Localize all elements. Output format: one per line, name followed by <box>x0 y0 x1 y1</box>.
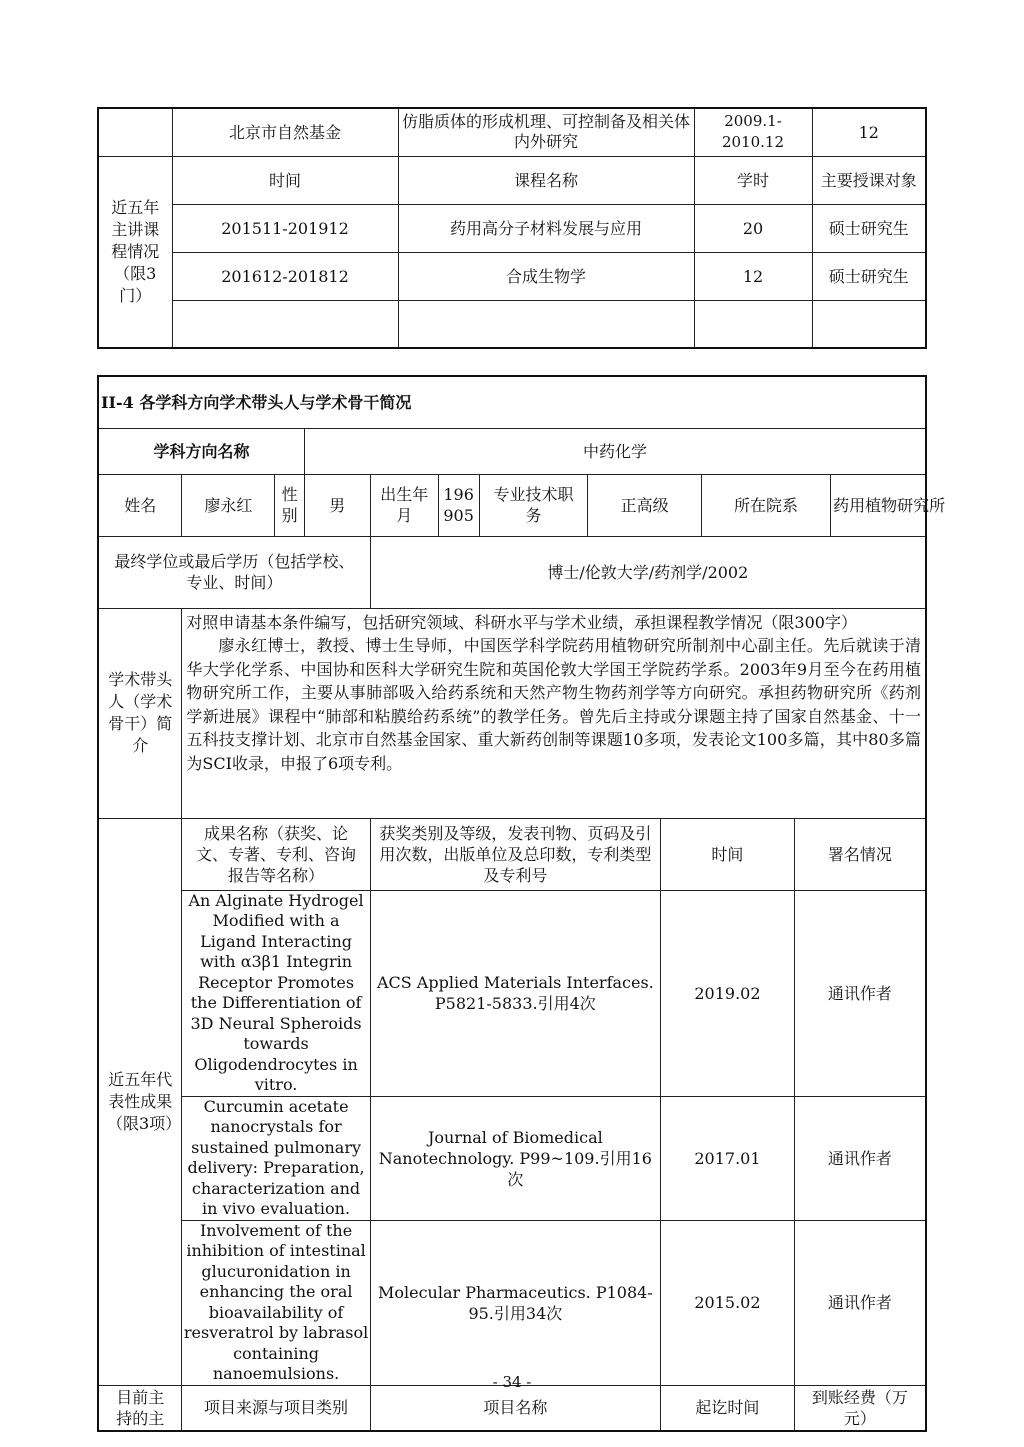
projects-header-period: 起讫时间 <box>661 1385 795 1431</box>
course-time: 201612-201812 <box>172 252 398 300</box>
course-header-audience: 主要授课对象 <box>812 156 926 204</box>
achievement-time: 2017.01 <box>661 1096 795 1220</box>
achievement-role: 通讯作者 <box>794 1096 926 1220</box>
achievement-title: Involvement of the inhibition of intestinal glucuronidation in enhancing the oral bioavailability of resveratrol by labrasol containing nanoemulsions. <box>183 1220 369 1383</box>
person-name: 廖永红 <box>182 474 275 536</box>
course-header-row <box>98 156 926 204</box>
intro-label: 学术带头人（学术骨干）简介 <box>98 608 182 818</box>
achievement-journal: Journal of Biomedical Nanotechnology. P99~109.引用16次 <box>370 1096 660 1220</box>
achievement-journal: ACS Applied Materials Interfaces. P5821-5833.引用4次 <box>370 890 660 1096</box>
page-number: - 34 - <box>492 1373 532 1391</box>
achievement-journal: Molecular Pharmaceutics. P1084-95.引用34次 <box>370 1220 660 1385</box>
achievement-header-row <box>98 818 926 890</box>
discipline-row <box>98 428 926 474</box>
projects-header-row <box>98 1385 926 1431</box>
projects-header-funding: 到账经费（万元） <box>794 1385 926 1431</box>
intro-text: 廖永红博士，教授、博士生导师，中国医学科学院药用植物研究所制剂中心副主任。先后就读于清华大学化学系、中国协和医科大学研究生院和英国伦敦大学国王学院药学系。2003年9月至今在药用植物研究所工作，主要从事肺部吸入给药系统和天然产物生物药剂学等方向研究。承担药物研究所《药剂学新进展》课程中“肺部和粘膜给药系统”的教学任务。曾先后主持或分课题主持了国家自然基金、十一五科技支撑计划、北京市自然基金国家、重大新药创制等课题10多项，发表论文100多篇，其中80多篇为SCI收录，申报了6项专利。 <box>186 636 921 773</box>
achievement-row <box>98 1096 926 1220</box>
person-dept: 药用植物研究所 <box>831 474 926 536</box>
fund-row <box>98 108 926 156</box>
course-hours: 12 <box>694 252 812 300</box>
achievement-header-time: 时间 <box>661 818 795 890</box>
achievement-row <box>98 1220 926 1385</box>
fund-amount: 12 <box>812 108 926 156</box>
achievement-row <box>98 890 926 1096</box>
course-name: 药用高分子材料发展与应用 <box>398 204 694 252</box>
fund-row-blank <box>98 108 172 156</box>
gender-label: 性别 <box>275 474 304 536</box>
person-row <box>98 474 926 536</box>
birth-label: 出生年月 <box>370 474 438 536</box>
achievement-time: 2015.02 <box>661 1220 795 1385</box>
intro-note: 对照申请基本条件编写，包括研究领域、科研水平与学术业绩，承担课程教学情况（限300字） <box>186 612 857 632</box>
title-label: 专业技术职 务 <box>479 474 588 536</box>
projects-label: 目前主持的主 <box>98 1385 182 1431</box>
discipline-label: 学科方向名称 <box>98 428 304 474</box>
courses-table <box>97 107 927 349</box>
achievement-title: An Alginate Hydrogel Modified with a Ligand Interacting with α3β1 Integrin Receptor Promotes the Differentiation of 3D Neural Spheroids towards Oligodendrocytes in vitro. <box>182 890 370 1096</box>
projects-header-source: 项目来源与项目类别 <box>182 1385 370 1431</box>
course-header-time: 时间 <box>172 156 398 204</box>
achievement-time: 2019.02 <box>661 890 795 1096</box>
course-row <box>98 252 926 300</box>
course-header-hours: 学时 <box>694 156 812 204</box>
achievement-role: 通讯作者 <box>794 1220 926 1385</box>
name-label: 姓名 <box>98 474 182 536</box>
fund-period: 2009.1-2010.12 <box>694 108 812 156</box>
person-birth: 196905 <box>438 474 479 536</box>
intro-cell <box>182 608 926 818</box>
fund-project-name: 仿脂质体的形成机理、可控制备及相关体内外研究 <box>398 108 694 156</box>
course-row <box>98 204 926 252</box>
discipline-value: 中药化学 <box>304 428 926 474</box>
course-name: 合成生物学 <box>398 252 694 300</box>
section-title-row <box>98 376 926 428</box>
academic-leader-table <box>97 375 946 1432</box>
achievements-label: 近五年代表性成果（限3项） <box>98 818 182 1385</box>
section-title: II-4 各学科方向学术带头人与学术骨干简况 <box>98 376 926 428</box>
course-row-empty <box>98 300 926 348</box>
achievement-header-role: 署名情况 <box>794 818 926 890</box>
fund-source: 北京市自然基金 <box>172 108 398 156</box>
course-time: 201511-201912 <box>172 204 398 252</box>
degree-value: 博士/伦敦大学/药剂学/2002 <box>370 536 926 608</box>
achievement-title: Curcumin acetate nanocrystals for sustained pulmonary delivery: Preparation, characterization and in vivo evaluation. <box>182 1096 370 1220</box>
achievement-header-journal: 获奖类别及等级，发表刊物、页码及引用次数，出版单位及总印数，专利类型及专利号 <box>370 818 660 890</box>
person-gender: 男 <box>304 474 370 536</box>
intro-row <box>98 608 926 818</box>
course-hours: 20 <box>694 204 812 252</box>
achievement-role: 通讯作者 <box>794 890 926 1096</box>
dept-label: 所在院系 <box>701 474 830 536</box>
course-audience: 硕士研究生 <box>812 252 926 300</box>
course-header-name: 课程名称 <box>398 156 694 204</box>
projects-header-name: 项目名称 <box>370 1385 660 1431</box>
degree-row <box>98 536 926 608</box>
course-audience: 硕士研究生 <box>812 204 926 252</box>
person-title: 正高级 <box>588 474 701 536</box>
achievement-header-title: 成果名称（获奖、论文、专著、专利、咨询报告等名称） <box>182 818 370 890</box>
courses-section-label: 近五年主讲课程情况（限3门） <box>98 156 172 348</box>
degree-label: 最终学位或最后学历（包括学校、专业、时间） <box>98 536 370 608</box>
